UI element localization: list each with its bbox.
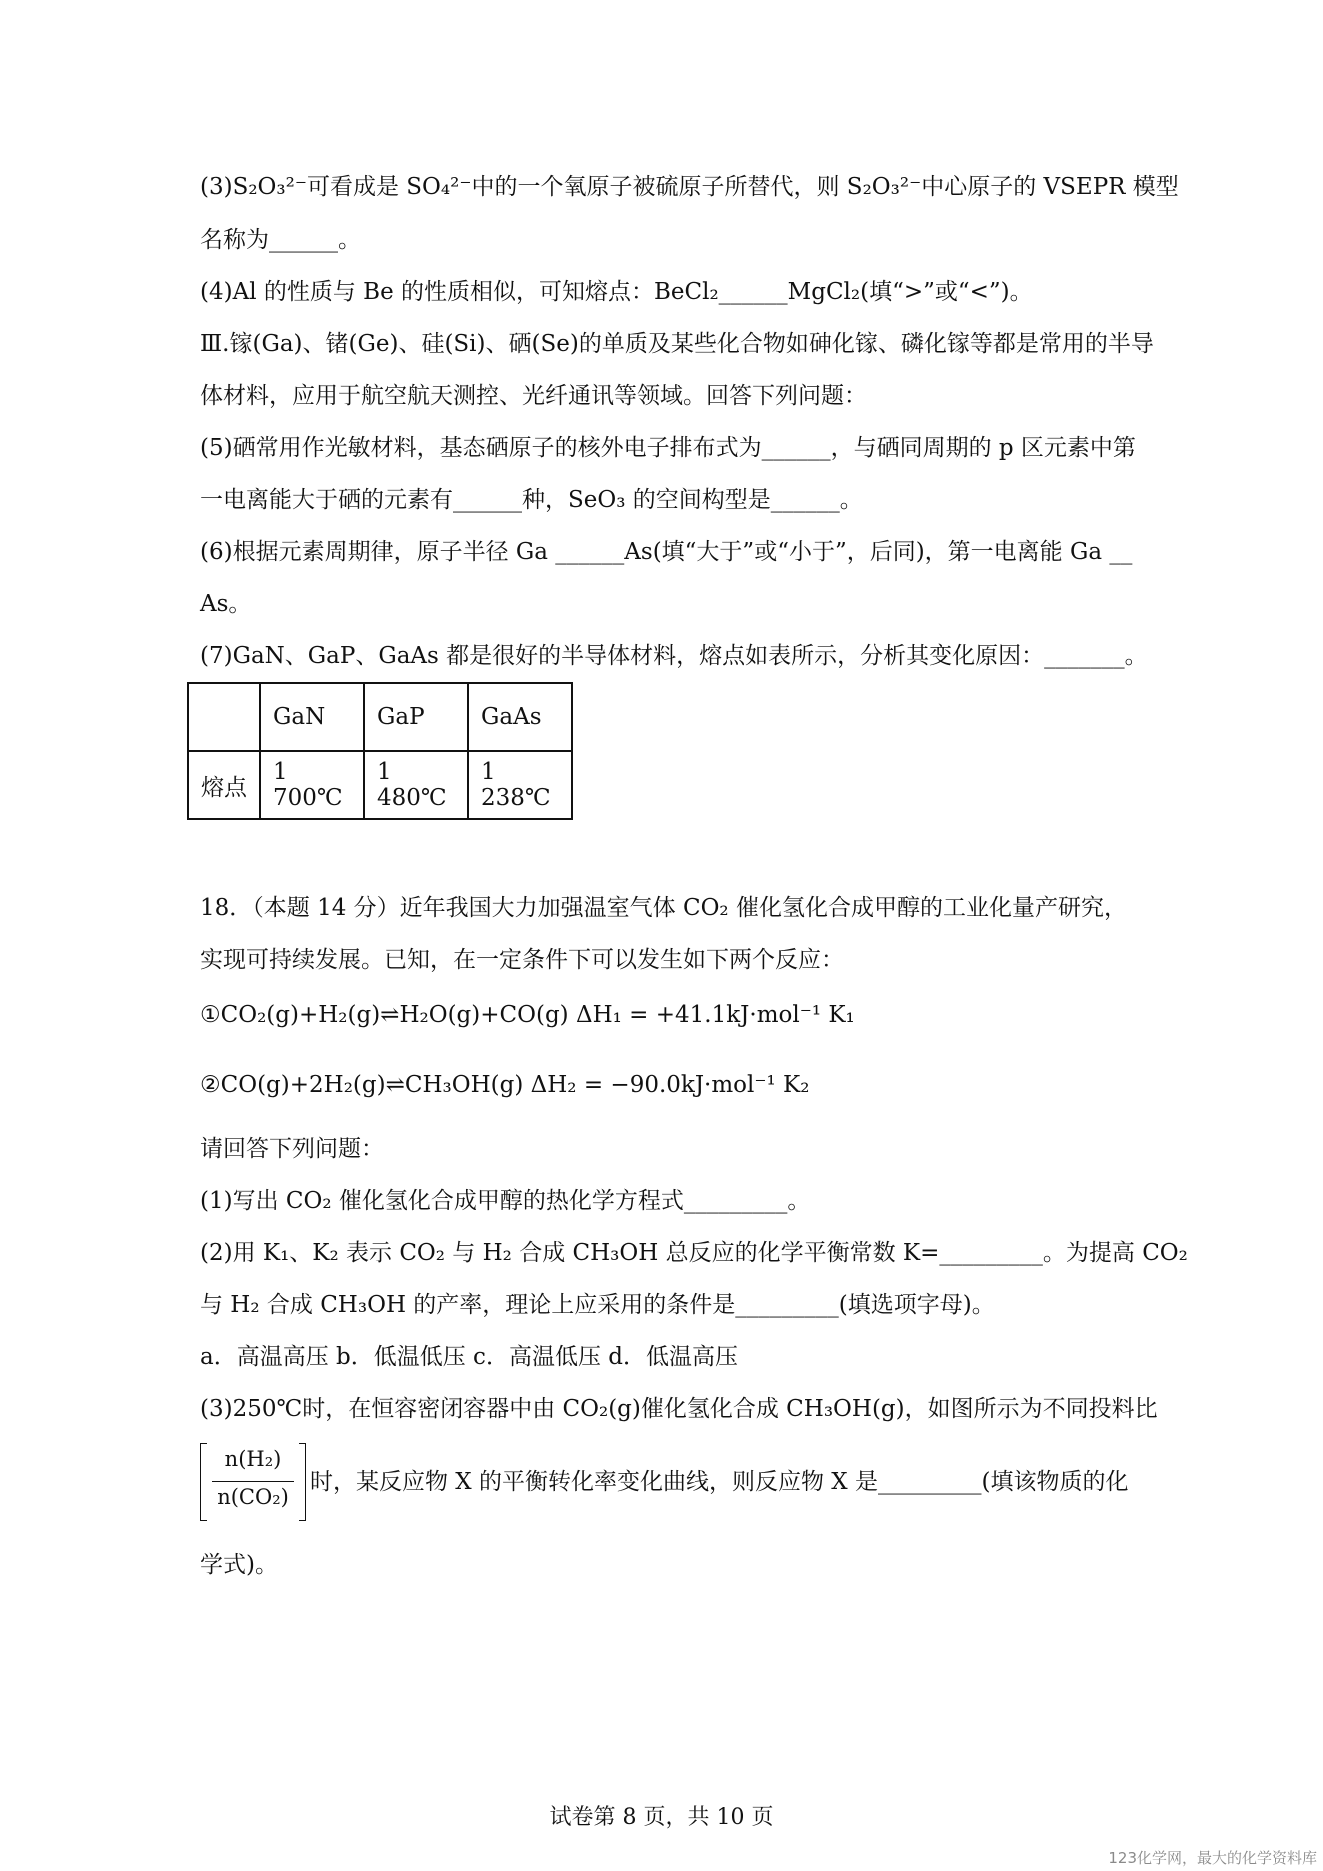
q17-part3-line1: (3)S₂O₃²⁻可看成是 SO₄²⁻中的一个氧原子被硫原子所替代，则 S₂O₃²⁻中心原子的 VSEPR 模型 <box>200 174 1179 200</box>
q17-part6-line1: (6)根据元素周期律，原子半径 Ga ______As(填“大于”或“小于”，后同)，第一电离能 Ga __ <box>200 539 1133 565</box>
q18-part2-line2: 与 H₂ 合成 CH₃OH 的产率，理论上应采用的条件是_________(填选项字母)。 <box>200 1292 995 1318</box>
q18-part3-line3: 学式)。 <box>200 1552 278 1578</box>
q17-part5-line1: (5)硒常用作光敏材料，基态硒原子的核外电子排布式为______，与硒同周期的 p 区元素中第 <box>200 435 1136 461</box>
q17-section3-line2: 体材料，应用于航空航天测控、光纤通讯等领域。回答下列问题： <box>200 383 867 409</box>
table-cell: 1 700℃ <box>260 751 364 819</box>
q18-equation-2: ②CO(g)+2H₂(g)⇌CH₃OH(g) ΔH₂ = −90.0kJ·mol⁻¹ K₂ <box>200 1072 810 1098</box>
table-row-label: 熔点 <box>188 751 260 819</box>
right-bracket <box>299 1443 306 1521</box>
q17-part3-line2: 名称为______。 <box>200 227 361 253</box>
table-cell: 1 480℃ <box>364 751 468 819</box>
page-footer: 试卷第 8 页，共 10 页 <box>549 1805 774 1830</box>
q18-prompt: 请回答下列问题： <box>200 1136 384 1162</box>
q17-part5-line2: 一电离能大于硒的元素有______种，SeO₃ 的空间构型是______。 <box>200 487 863 513</box>
q18-part2-line1: (2)用 K₁、K₂ 表示 CO₂ 与 H₂ 合成 CH₃OH 总反应的化学平衡常数 K=_________。为提高 CO₂ <box>200 1240 1188 1266</box>
table-header-cell <box>188 683 260 751</box>
q18-part1: (1)写出 CO₂ 催化氢化合成甲醇的热化学方程式_________。 <box>200 1188 811 1214</box>
q18-equation-1: ①CO₂(g)+H₂(g)⇌H₂O(g)+CO(g) ΔH₁ = +41.1kJ·mol⁻¹ K₁ <box>200 1002 855 1028</box>
feed-ratio-fraction <box>200 1443 306 1521</box>
fraction-numerator: n(H₂) <box>224 1447 282 1471</box>
table-header-cell: GaP <box>364 683 468 751</box>
q18-part3-line1: (3)250℃时，在恒容密闭容器中由 CO₂(g)催化氢化合成 CH₃OH(g)，如图所示为不同投料比 <box>200 1396 1158 1422</box>
table-cell: 1 238℃ <box>468 751 572 819</box>
q18-part3-line2: 时，某反应物 X 的平衡转化率变化曲线，则反应物 X 是_________(填该物质的化 <box>310 1469 1129 1495</box>
q17-section3-line1: Ⅲ.镓(Ga)、锗(Ge)、硅(Si)、硒(Se)的单质及某些化合物如砷化镓、磷化镓等都是常用的半导 <box>200 331 1154 357</box>
fraction-denominator: n(CO₂) <box>217 1485 289 1509</box>
table-row <box>188 751 572 819</box>
q17-part7: (7)GaN、GaP、GaAs 都是很好的半导体材料，熔点如表所示，分析其变化原因：_______。 <box>200 643 1148 669</box>
q18-intro-line1: 18．（本题 14 分）近年我国大力加强温室气体 CO₂ 催化氢化合成甲醇的工业化量产研究， <box>200 895 1127 921</box>
table-header-row <box>188 683 572 751</box>
fraction-bar <box>212 1481 294 1482</box>
q17-part4: (4)Al 的性质与 Be 的性质相似，可知熔点：BeCl₂______MgCl₂(填“>”或“<”)。 <box>200 279 1033 305</box>
q18-options: a．高温高压 b．低温低压 c．高温低压 d．低温高压 <box>200 1344 738 1370</box>
watermark: 123化学网，最大的化学资料库 <box>1108 1849 1317 1867</box>
table-header-cell: GaN <box>260 683 364 751</box>
table-header-cell: GaAs <box>468 683 572 751</box>
q18-intro-line2: 实现可持续发展。已知，在一定条件下可以发生如下两个反应： <box>200 947 844 973</box>
melting-point-table <box>187 682 573 820</box>
q17-part6-line2: As。 <box>200 591 252 617</box>
